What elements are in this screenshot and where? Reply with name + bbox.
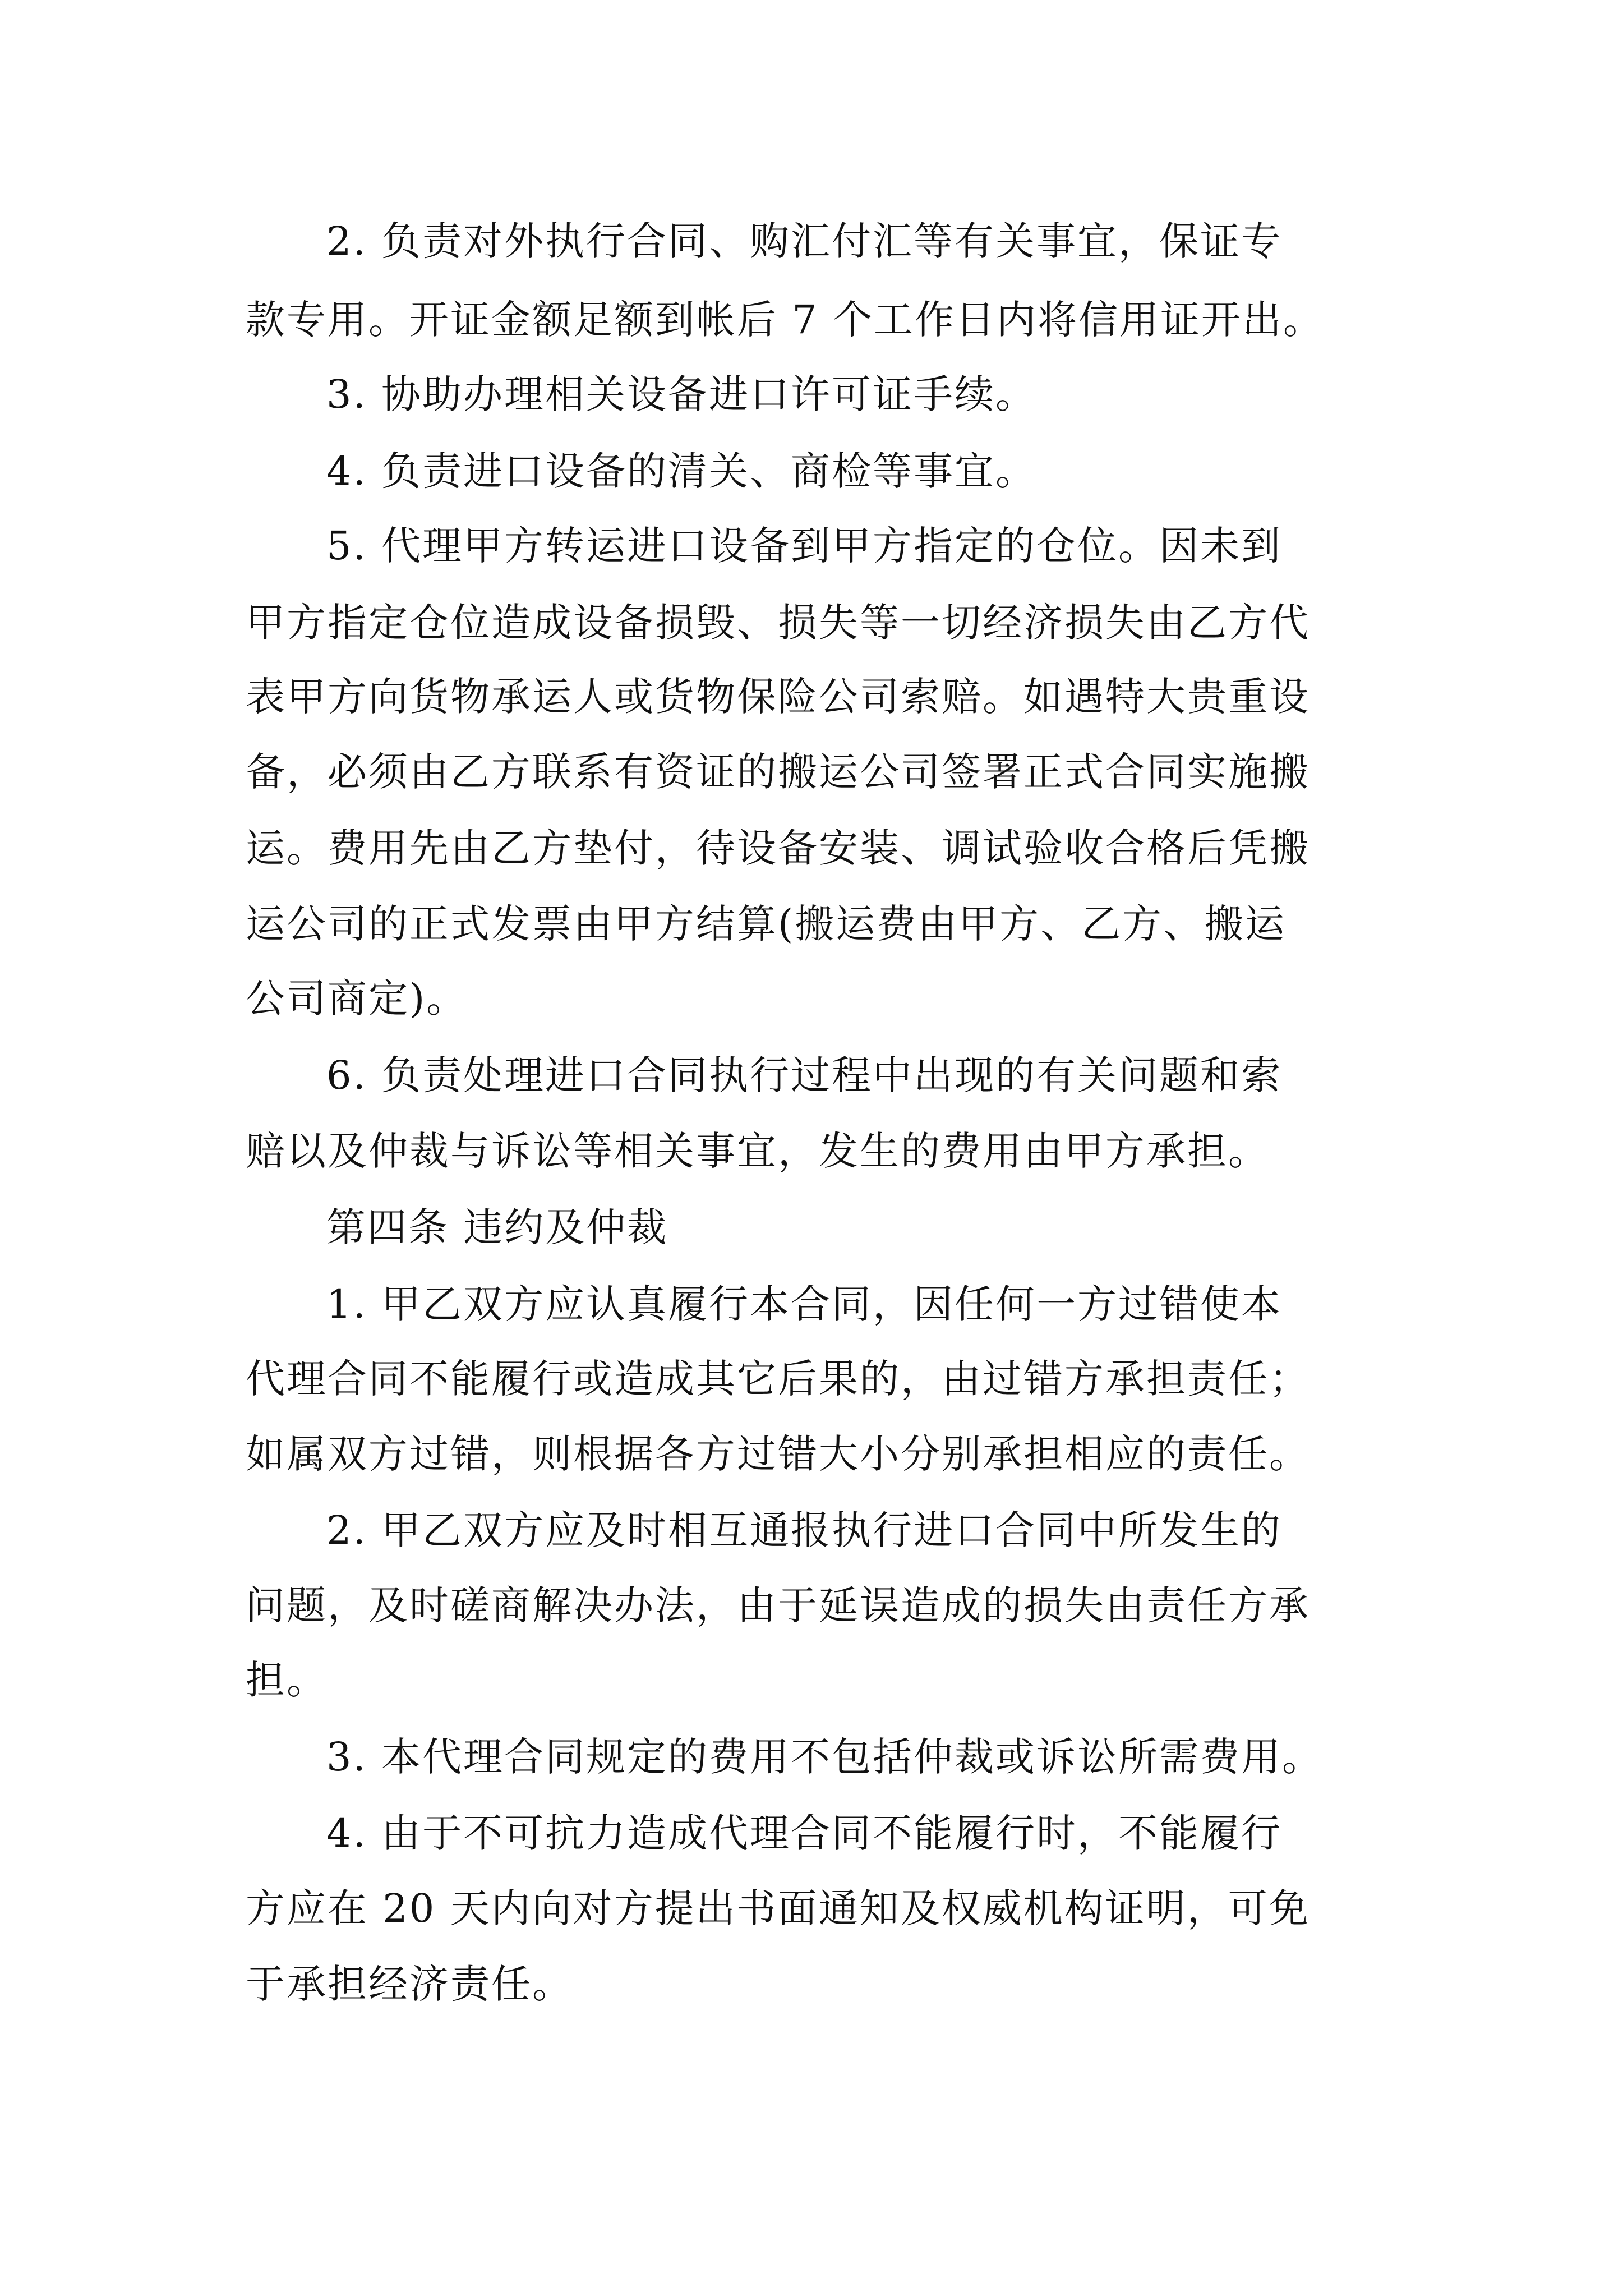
text-line: 3. 本代理合同规定的费用不包括仲裁或诉讼所需费用。 <box>326 1734 1324 1780</box>
text-line: 如属双方过错，则根据各方过错大小分别承担相应的责任。 <box>246 1431 1310 1477</box>
text-line: 甲方指定仓位造成设备损毁、损失等一切经济损失由乙方代 <box>246 600 1310 646</box>
text-line: 6. 负责处理进口合同执行过程中出现的有关问题和索 <box>326 1052 1283 1098</box>
text-line: 赔以及仲裁与诉讼等相关事宜，发生的费用由甲方承担。 <box>246 1128 1269 1174</box>
text-line: 于承担经济责任。 <box>246 1961 573 2007</box>
text-line: 3. 协助办理相关设备进口许可证手续。 <box>326 371 1037 417</box>
section-heading: 第四条 违约及仲裁 <box>326 1204 668 1250</box>
text-line: 2. 甲乙双方应及时相互通报执行进口合同中所发生的 <box>326 1507 1283 1553</box>
text-line: 公司商定)。 <box>246 976 468 1022</box>
text-line: 方应在 20 天内向对方提出书面通知及权威机构证明，可免 <box>246 1885 1310 1931</box>
text-line: 担。 <box>246 1657 328 1703</box>
text-line: 4. 负责进口设备的清关、商检等事宜。 <box>326 448 1037 494</box>
text-line: 1. 甲乙双方应认真履行本合同，因任何一方过错使本 <box>326 1281 1283 1327</box>
text-line: 5. 代理甲方转运进口设备到甲方指定的仓位。因未到 <box>326 523 1283 569</box>
text-line: 运公司的正式发票由甲方结算(搬运费由甲方、乙方、搬运 <box>246 901 1287 947</box>
text-line: 表甲方向货物承运人或货物保险公司索赔。如遇特大贵重设 <box>246 674 1310 720</box>
text-line: 备，必须由乙方联系有资证的搬运公司签署正式合同实施搬 <box>246 749 1310 795</box>
text-line: 4. 由于不可抗力造成代理合同不能履行时，不能履行 <box>326 1810 1283 1856</box>
text-line: 问题，及时磋商解决办法，由于延误造成的损失由责任方承 <box>246 1582 1310 1628</box>
text-line: 运。费用先由乙方垫付，待设备安装、调试验收合格后凭搬 <box>246 825 1310 871</box>
text-line: 代理合同不能履行或造成其它后果的，由过错方承担责任； <box>246 1356 1310 1402</box>
text-line: 款专用。开证金额足额到帐后 7 个工作日内将信用证开出。 <box>246 297 1325 343</box>
text-line: 2. 负责对外执行合同、购汇付汇等有关事宜，保证专 <box>326 218 1283 264</box>
